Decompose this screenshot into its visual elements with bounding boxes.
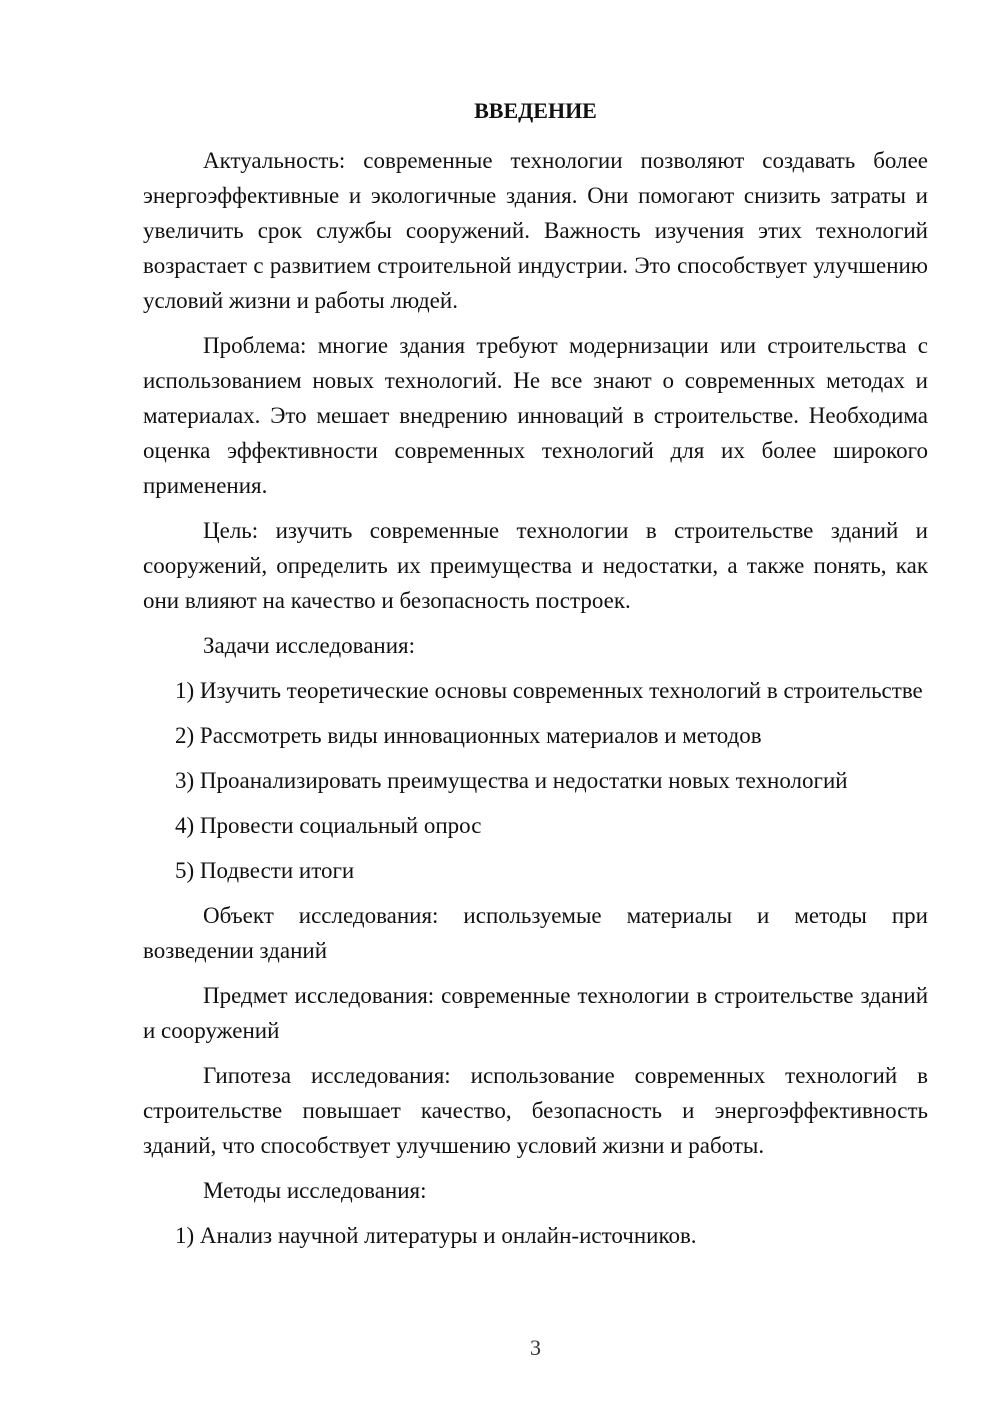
method-item-1: 1) Анализ научной литературы и онлайн-источников. [175,1223,697,1248]
hypothesis-paragraph: Гипотеза исследования: использование современных технологий в строительстве повышает качество, безопасность и энергоэффективность зданий, что способствует улучшению условий жизни и работы. [143,1063,928,1158]
task-item-5: 5) Подвести итоги [175,858,355,883]
tasks-heading: Задачи исследования: [203,633,416,658]
document-page [143,0,928,1414]
task-item-3: 3) Проанализировать преимущества и недостатки новых технологий [175,768,848,793]
actuality-paragraph: Актуальность: современные технологии позволяют создавать более энергоэффективные и экологичные здания. Они помогают снизить затраты и увеличить срок службы сооружений. Важность изучения этих технологий возрастает с развитием строительной индустрии. Это способствует улучшению условий жизни и работы людей. [143,148,928,313]
page-title: ВВЕДЕНИЕ [474,98,597,123]
problem-paragraph: Проблема: многие здания требуют модернизации или строительства с использованием новых технологий. Не все знают о современных методах и материалах. Это мешает внедрению инноваций в строительстве. Необходима оценка эффективности современных технологий для их более широкого применения. [143,333,928,498]
task-item-2: 2) Рассмотреть виды инновационных материалов и методов [175,723,762,748]
task-item-1: 1) Изучить теоретические основы современных технологий в строительстве [175,678,923,703]
document-body [143,143,928,1253]
goal-paragraph: Цель: изучить современные технологии в строительстве зданий и сооружений, определить их преимущества и недостатки, а также понять, как они влияют на качество и безопасность построек. [143,518,928,613]
object-paragraph: Объект исследования: используемые материалы и методы при возведении зданий [143,903,928,963]
task-item-4: 4) Провести социальный опрос [175,813,482,838]
methods-heading: Методы исследования: [203,1178,427,1203]
subject-paragraph: Предмет исследования: современные технологии в строительстве зданий и сооружений [143,983,928,1043]
page-number: 3 [530,1335,541,1360]
